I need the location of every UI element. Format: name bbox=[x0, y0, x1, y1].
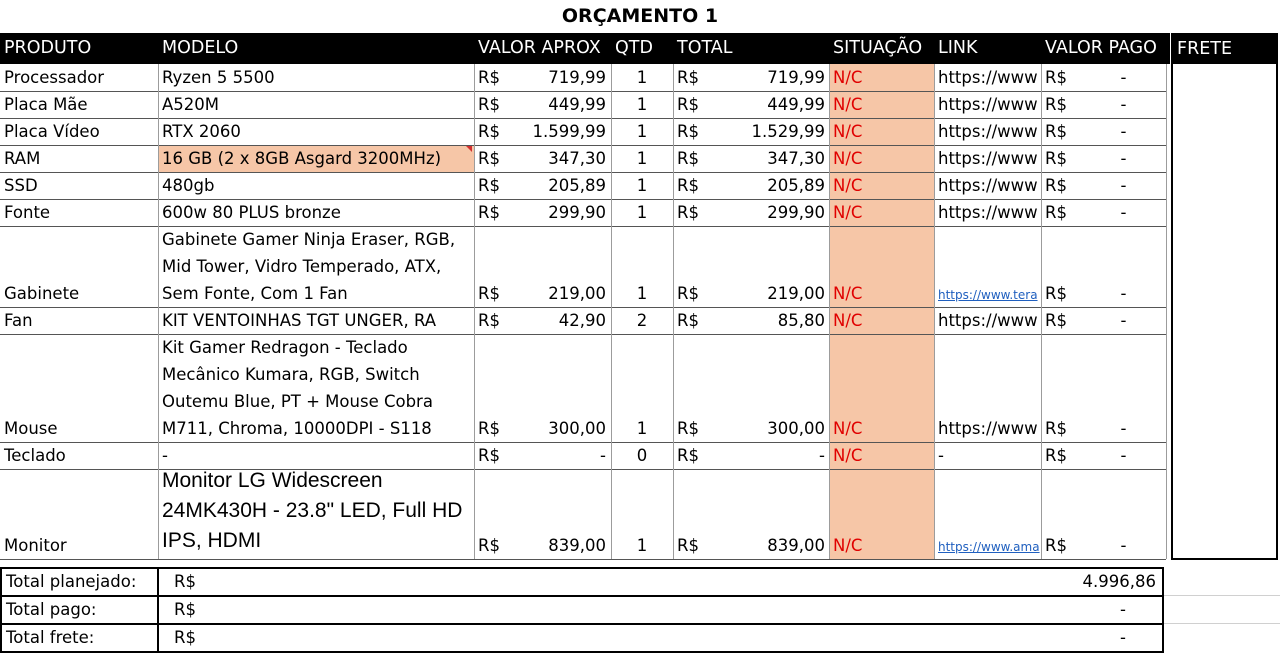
cell-total[interactable]: 300,00 bbox=[767, 419, 825, 438]
cell-situacao[interactable]: N/C bbox=[833, 176, 863, 195]
cell-qtd[interactable]: 1 bbox=[636, 176, 648, 195]
column-divider bbox=[611, 64, 612, 559]
sheet-title: ORÇAMENTO 1 bbox=[561, 5, 719, 27]
cell-valor-pago[interactable]: - bbox=[1120, 419, 1127, 438]
cell-situacao[interactable]: N/C bbox=[833, 446, 863, 465]
cell-pago-currency[interactable]: R$ bbox=[1045, 95, 1067, 114]
cell-valor[interactable]: 347,30 bbox=[548, 149, 606, 168]
cell-total[interactable]: 205,89 bbox=[767, 176, 825, 195]
total-planejado-label: Total planejado: bbox=[6, 572, 137, 591]
header-modelo[interactable]: MODELO bbox=[162, 38, 239, 58]
cell-pago-currency[interactable]: R$ bbox=[1045, 122, 1067, 141]
cell-qtd[interactable]: 1 bbox=[636, 122, 648, 141]
column-divider bbox=[829, 64, 830, 559]
cell-pago-currency[interactable]: R$ bbox=[1045, 536, 1067, 555]
header-frete[interactable]: FRETE bbox=[1173, 35, 1276, 64]
cell-total[interactable]: 85,80 bbox=[777, 311, 825, 330]
cell-produto[interactable]: Fonte bbox=[4, 203, 51, 222]
cell-situacao[interactable]: N/C bbox=[833, 149, 863, 168]
cell-valor-pago[interactable]: - bbox=[1120, 68, 1127, 87]
cell-situacao[interactable]: N/C bbox=[833, 536, 863, 555]
cell-link[interactable]: https://www bbox=[938, 122, 1038, 141]
cell-qtd[interactable]: 1 bbox=[636, 68, 648, 87]
cell-total-currency[interactable]: R$ bbox=[677, 284, 699, 303]
cell-total-currency[interactable]: R$ bbox=[677, 149, 699, 168]
cell-valor[interactable]: 449,99 bbox=[548, 95, 606, 114]
cell-total[interactable]: 719,99 bbox=[767, 68, 825, 87]
cell-valor[interactable]: 719,99 bbox=[548, 68, 606, 87]
cell-qtd[interactable]: 1 bbox=[636, 284, 648, 303]
cell-situacao[interactable]: N/C bbox=[833, 419, 863, 438]
cell-pago-currency[interactable]: R$ bbox=[1045, 311, 1067, 330]
column-divider bbox=[934, 64, 935, 559]
grid-line bbox=[1164, 595, 1280, 596]
cell-total[interactable]: 1.529,99 bbox=[751, 122, 825, 141]
cell-total[interactable]: 449,99 bbox=[767, 95, 825, 114]
cell-pago-currency[interactable]: R$ bbox=[1045, 203, 1067, 222]
cell-valor[interactable]: 1.599,99 bbox=[532, 122, 606, 141]
cell-total-currency[interactable]: R$ bbox=[677, 176, 699, 195]
column-divider bbox=[1166, 64, 1167, 559]
cell-situacao[interactable]: N/C bbox=[833, 311, 863, 330]
cell-situacao[interactable]: N/C bbox=[833, 284, 863, 303]
cell-modelo[interactable]: - bbox=[162, 446, 168, 465]
cell-valor[interactable]: 219,00 bbox=[548, 284, 606, 303]
cell-valor[interactable]: - bbox=[600, 446, 606, 465]
cell-valor-currency[interactable]: R$ bbox=[478, 311, 500, 330]
cell-valor-currency[interactable]: R$ bbox=[478, 203, 500, 222]
cell-link[interactable]: - bbox=[938, 446, 944, 465]
cell-valor-currency[interactable]: R$ bbox=[478, 419, 500, 438]
cell-pago-currency[interactable]: R$ bbox=[1045, 446, 1067, 465]
cell-valor-pago[interactable]: - bbox=[1120, 536, 1127, 555]
cell-valor-pago[interactable]: - bbox=[1120, 446, 1127, 465]
total-planejado-value[interactable]: 4.996,86 bbox=[1082, 572, 1156, 591]
cell-total-currency[interactable]: R$ bbox=[677, 419, 699, 438]
cell-modelo[interactable]: Ryzen 5 5500 bbox=[162, 68, 275, 87]
cell-valor[interactable]: 300,00 bbox=[548, 419, 606, 438]
cell-modelo[interactable]: KIT VENTOINHAS TGT UNGER, RA bbox=[162, 311, 437, 330]
cell-link[interactable]: https://www.ama bbox=[938, 540, 1040, 554]
cell-modelo[interactable]: 480gb bbox=[162, 176, 215, 195]
cell-qtd[interactable]: 1 bbox=[636, 419, 648, 438]
cell-total-currency[interactable]: R$ bbox=[677, 311, 699, 330]
cell-modelo[interactable]: RTX 2060 bbox=[162, 122, 241, 141]
cell-total[interactable]: 219,00 bbox=[767, 284, 825, 303]
total-pago-currency: R$ bbox=[174, 600, 196, 619]
total-frete-label: Total frete: bbox=[6, 628, 95, 647]
cell-valor-currency[interactable]: R$ bbox=[478, 122, 500, 141]
cell-valor[interactable]: 299,90 bbox=[548, 203, 606, 222]
column-divider bbox=[1041, 64, 1042, 559]
cell-modelo[interactable]: 16 GB (2 x 8GB Asgard 3200MHz) bbox=[162, 149, 442, 168]
cell-qtd[interactable]: 2 bbox=[636, 311, 648, 330]
cell-link[interactable]: https://www bbox=[938, 176, 1038, 195]
cell-qtd[interactable]: 0 bbox=[636, 446, 648, 465]
cell-modelo[interactable]: Monitor LG Widescreen 24MK430H - 23.8" LED, Full HD IPS, HDMI bbox=[162, 469, 463, 552]
cell-modelo[interactable]: A520M bbox=[162, 95, 220, 114]
cell-valor-currency[interactable]: R$ bbox=[478, 284, 500, 303]
cell-modelo[interactable]: Kit Gamer Redragon - Teclado Mecânico Kumara, RGB, Switch Outemu Blue, PT + Mouse Cobra M711, Chroma, 10000DPI - S118 bbox=[162, 338, 433, 438]
cell-total[interactable]: 347,30 bbox=[767, 149, 825, 168]
cell-total-currency[interactable]: R$ bbox=[677, 68, 699, 87]
totals-divider bbox=[157, 567, 159, 653]
cell-produto[interactable]: Placa Vídeo bbox=[4, 122, 100, 141]
cell-modelo[interactable]: Gabinete Gamer Ninja Eraser, RGB, Mid Tower, Vidro Temperado, ATX, Sem Fonte, Com 1 Fan bbox=[162, 230, 456, 303]
cell-valor-pago[interactable]: - bbox=[1120, 203, 1127, 222]
cell-situacao[interactable]: N/C bbox=[833, 203, 863, 222]
cell-pago-currency[interactable]: R$ bbox=[1045, 149, 1067, 168]
cell-valor-pago[interactable]: - bbox=[1120, 311, 1127, 330]
cell-link[interactable]: https://www bbox=[938, 95, 1038, 114]
cell-valor[interactable]: 205,89 bbox=[548, 176, 606, 195]
cell-pago-currency[interactable]: R$ bbox=[1045, 284, 1067, 303]
cell-modelo[interactable]: 600w 80 PLUS bronze bbox=[162, 203, 341, 222]
cell-link[interactable]: https://www bbox=[938, 149, 1038, 168]
grid-line bbox=[1164, 623, 1280, 624]
column-divider bbox=[474, 64, 475, 559]
cell-produto[interactable]: Monitor bbox=[4, 536, 67, 555]
cell-link[interactable]: https://www bbox=[938, 419, 1038, 438]
cell-valor-pago[interactable]: - bbox=[1120, 284, 1127, 303]
cell-produto[interactable]: Fan bbox=[4, 311, 33, 330]
header-valor-pago[interactable]: VALOR PAGO bbox=[1045, 38, 1157, 58]
cell-produto[interactable]: RAM bbox=[4, 149, 41, 168]
cell-produto[interactable]: Processador bbox=[4, 68, 105, 87]
cell-produto[interactable]: Mouse bbox=[4, 419, 58, 438]
cell-link[interactable]: https://www bbox=[938, 68, 1038, 87]
cell-total-currency[interactable]: R$ bbox=[677, 122, 699, 141]
cell-total-currency[interactable]: R$ bbox=[677, 203, 699, 222]
row-divider bbox=[0, 559, 1166, 560]
cell-valor[interactable]: 42,90 bbox=[558, 311, 606, 330]
cell-produto[interactable]: Teclado bbox=[4, 446, 66, 465]
header-produto[interactable]: PRODUTO bbox=[4, 38, 92, 58]
cell-valor-pago[interactable]: - bbox=[1120, 95, 1127, 114]
column-divider bbox=[673, 64, 674, 559]
cell-situacao[interactable]: N/C bbox=[833, 95, 863, 114]
cell-qtd[interactable]: 1 bbox=[636, 95, 648, 114]
column-divider bbox=[158, 64, 159, 559]
cell-valor-currency[interactable]: R$ bbox=[478, 176, 500, 195]
cell-valor-currency[interactable]: R$ bbox=[478, 68, 500, 87]
header-qtd[interactable]: QTD bbox=[615, 38, 653, 58]
header-situacao[interactable]: SITUAÇÃO bbox=[833, 38, 923, 58]
cell-link[interactable]: https://www bbox=[938, 203, 1038, 222]
total-pago-label: Total pago: bbox=[6, 600, 97, 619]
cell-pago-currency[interactable]: R$ bbox=[1045, 68, 1067, 87]
cell-situacao[interactable]: N/C bbox=[833, 68, 863, 87]
cell-pago-currency[interactable]: R$ bbox=[1045, 419, 1067, 438]
cell-total[interactable]: 839,00 bbox=[767, 536, 825, 555]
total-frete-value[interactable]: - bbox=[1120, 628, 1126, 647]
cell-valor-currency[interactable]: R$ bbox=[478, 95, 500, 114]
header-valor-aprox[interactable]: VALOR APROX bbox=[478, 38, 601, 58]
cell-link[interactable]: https://www.tera bbox=[938, 288, 1038, 302]
cell-total[interactable]: 299,90 bbox=[767, 203, 825, 222]
cell-valor-pago[interactable]: - bbox=[1120, 149, 1127, 168]
cell-valor-currency[interactable]: R$ bbox=[478, 536, 500, 555]
header-total[interactable]: TOTAL bbox=[677, 38, 733, 58]
cell-total-currency[interactable]: R$ bbox=[677, 536, 699, 555]
header-link[interactable]: LINK bbox=[938, 38, 978, 58]
total-frete-currency: R$ bbox=[174, 628, 196, 647]
cell-qtd[interactable]: 1 bbox=[636, 536, 648, 555]
cell-produto[interactable]: Placa Mãe bbox=[4, 95, 88, 114]
total-planejado-currency: R$ bbox=[174, 572, 196, 591]
frete-column[interactable] bbox=[1171, 33, 1278, 560]
cell-produto[interactable]: Gabinete bbox=[4, 284, 80, 303]
total-pago-value[interactable]: - bbox=[1120, 600, 1126, 619]
cell-situacao[interactable]: N/C bbox=[833, 122, 863, 141]
cell-valor-currency[interactable]: R$ bbox=[478, 149, 500, 168]
cell-valor[interactable]: 839,00 bbox=[548, 536, 606, 555]
cell-total[interactable]: - bbox=[819, 446, 825, 465]
cell-qtd[interactable]: 1 bbox=[636, 203, 648, 222]
cell-total-currency[interactable]: R$ bbox=[677, 446, 699, 465]
cell-valor-currency[interactable]: R$ bbox=[478, 446, 500, 465]
cell-valor-pago[interactable]: - bbox=[1120, 122, 1127, 141]
cell-valor-pago[interactable]: - bbox=[1120, 176, 1127, 195]
cell-produto[interactable]: SSD bbox=[4, 176, 38, 195]
cell-pago-currency[interactable]: R$ bbox=[1045, 176, 1067, 195]
cell-qtd[interactable]: 1 bbox=[636, 149, 648, 168]
cell-link[interactable]: https://www bbox=[938, 311, 1038, 330]
cell-total-currency[interactable]: R$ bbox=[677, 95, 699, 114]
